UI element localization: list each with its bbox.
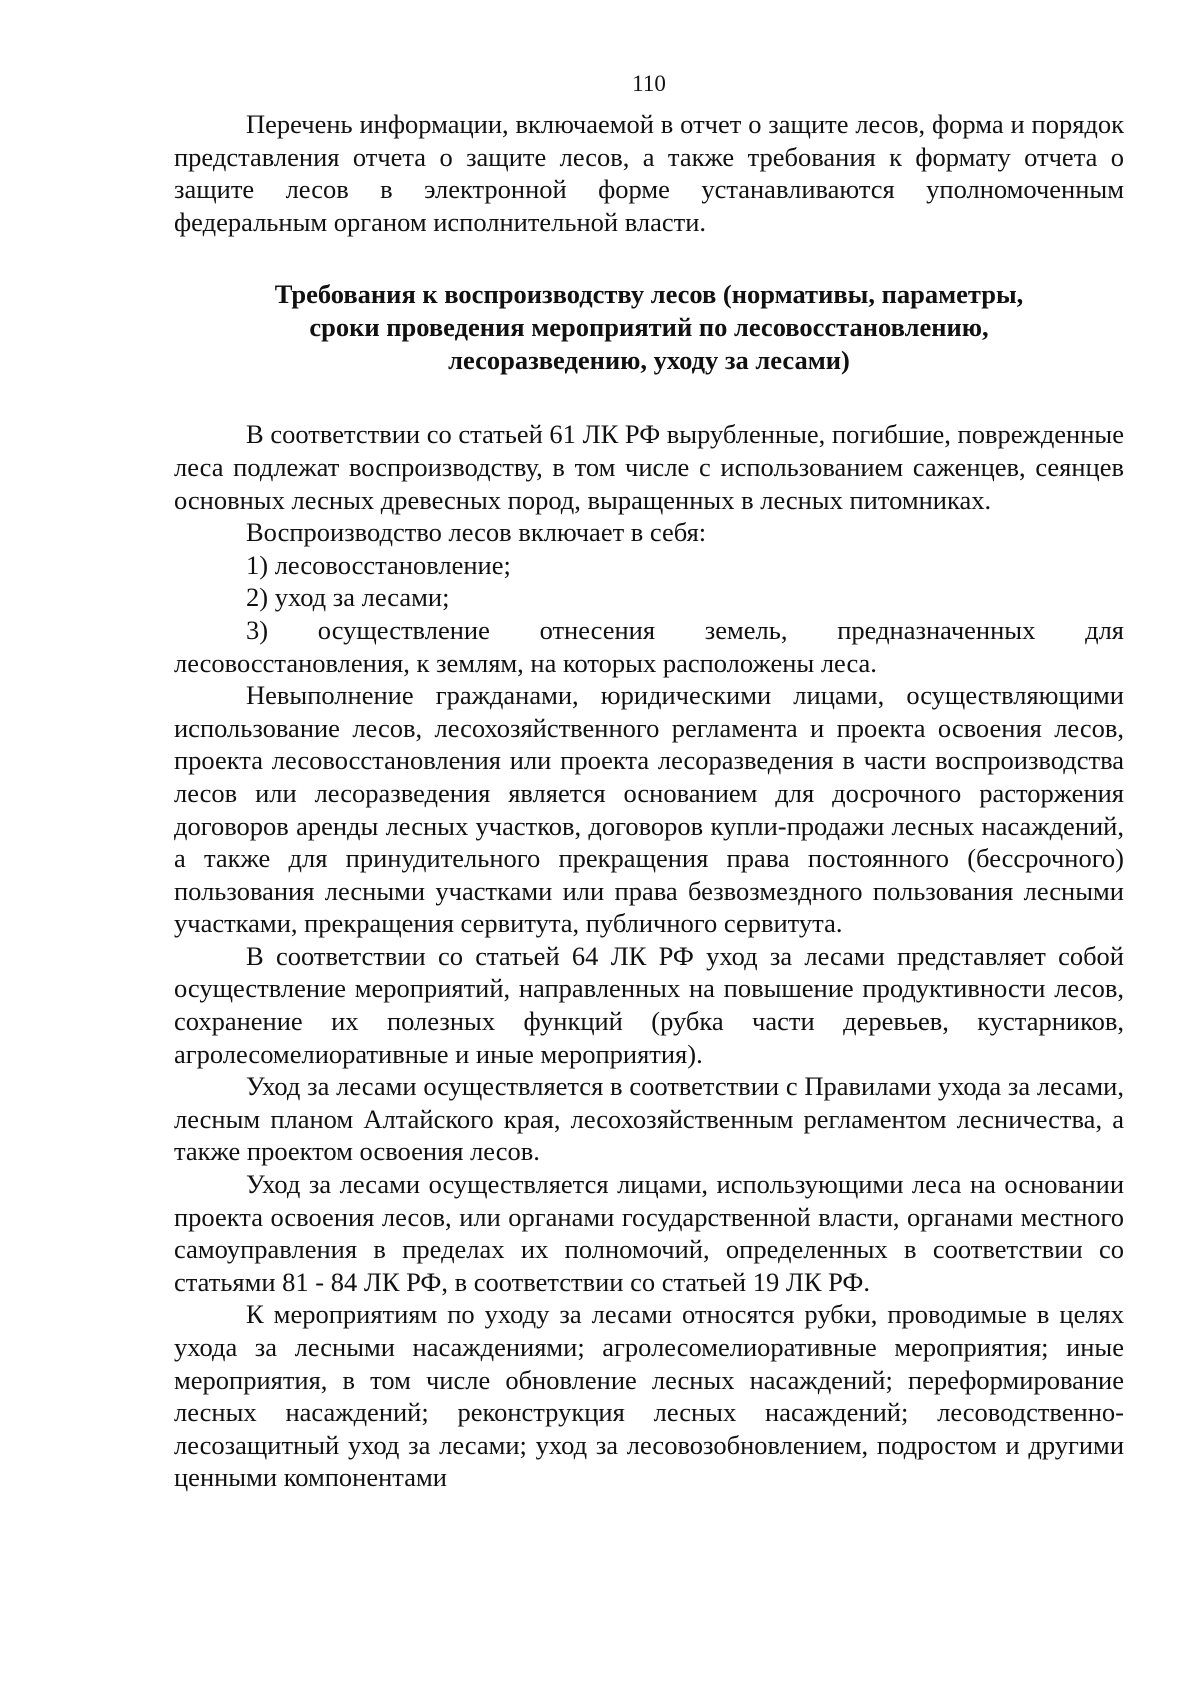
section-heading-line: сроки проведения мероприятий по лесовосстановлению, (309, 312, 989, 343)
section-heading-line: лесоразведению, уходу за лесами) (448, 345, 850, 376)
section-heading (174, 278, 1124, 377)
list-item-1: 1) лесовосстановление; (246, 549, 511, 580)
paragraph-reproduction-includes: Воспроизводство лесов включает в себя: (246, 517, 707, 548)
page-number: 110 (632, 71, 666, 96)
paragraph-care-performers: Уход за лесами осуществляется лицами, использующими леса на основании проекта освоения лесов, или органами государственной власти, органами местного самоуправления в пределах их полномочий, определенных в соответствии со статьями 81 - 84 ЛК РФ, в соответствии со статьей 19 ЛК РФ. (174, 1169, 1124, 1297)
paragraph-care-activities: К мероприятиям по уходу за лесами относятся рубки, проводимые в целях ухода за лесными насаждениями; агролесомелиоративные мероприятия; иные мероприятия, в том числе обновление лесных насаждений; переформирование лесных насаждений; реконструкция лесных насаждений; лесоводственно-лесозащитный уход за лесами; уход за лесовозобновлением, подростом и другими ценными компонентами (174, 1299, 1124, 1493)
paragraph-article-61: В соответствии со статьей 61 ЛК РФ вырубленные, погибшие, поврежденные леса подлежат воспроизводству, в том числе с использованием саженцев, сеянцев основных лесных древесных пород, выращенных в лесных питомниках. (174, 419, 1124, 515)
list-item-3: 3) осуществление отнесения земель, предназначенных для лесовосстановления, к землям, на которых расположены леса. (174, 614, 1124, 678)
section-heading-line: Требования к воспроизводству лесов (нормативы, параметры, (274, 279, 1024, 310)
paragraph-care-rules: Уход за лесами осуществляется в соответствии с Правилами ухода за лесами, лесным планом Алтайского края, лесохозяйственным регламентом лесничества, а также проектом освоения лесов. (174, 1071, 1124, 1167)
paragraph-non-compliance: Невыполнение гражданами, юридическими лицами, осуществляющими использование лесов, лесохозяйственного регламента и проекта освоения лесов, проекта лесовосстановления или проекта лесоразведения в части воспроизводства лесов или лесоразведения является основанием для досрочного расторжения договоров аренды лесных участков, договоров купли-продажи лесных насаждений, а также для принудительного прекращения права постоянного (бессрочного) пользования лесными участками или права безвозмездного пользования лесными участками, прекращения сервитута, публичного сервитута. (174, 680, 1124, 939)
list-item-2: 2) уход за лесами; (246, 582, 450, 613)
intro-paragraph: Перечень информации, включаемой в отчет о защите лесов, форма и порядок представления отчета о защите лесов, а также требования к формату отчета о защите лесов в электронной форме устанавливаются уполномоченным федеральным органом исполнительной власти. (174, 109, 1124, 237)
document-page (174, 68, 1124, 1494)
paragraph-article-64: В соответствии со статьей 64 ЛК РФ уход за лесами представляет собой осуществление мероприятий, направленных на повышение продуктивности лесов, сохранение их полезных функций (рубка части деревьев, кустарников, агролесомелиоративные и иные мероприятия). (174, 940, 1124, 1069)
